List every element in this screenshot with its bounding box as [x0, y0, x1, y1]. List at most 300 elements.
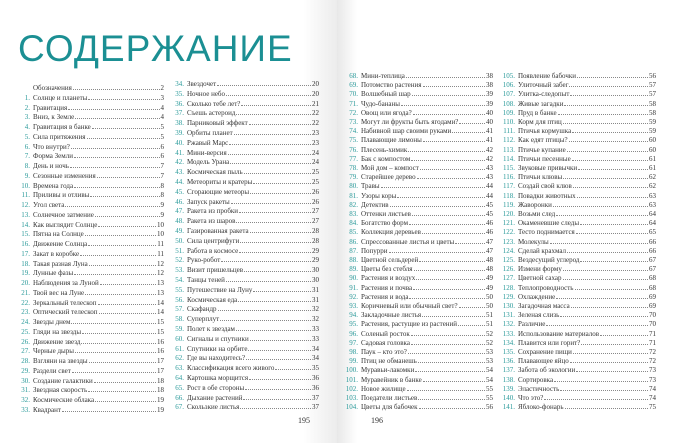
leader-dots — [248, 345, 311, 351]
toc-entry[interactable] — [170, 296, 319, 305]
toc-entry[interactable] — [170, 256, 319, 265]
toc-entry[interactable] — [344, 219, 493, 228]
entry-number: 79. — [349, 173, 358, 182]
toc-entry[interactable] — [16, 123, 164, 132]
entry-page: 4 — [160, 113, 164, 122]
entry-page: 11 — [157, 249, 164, 258]
entry-number: 89. — [349, 265, 358, 274]
entry-number: 106. — [502, 81, 515, 90]
leader-dots — [419, 256, 485, 262]
entry-page: 33 — [312, 325, 319, 333]
toc-entry[interactable] — [344, 109, 493, 118]
entry-number: 44. — [175, 178, 184, 186]
entry-title: Мой дом – компост — [361, 164, 419, 172]
leader-dots — [253, 178, 311, 184]
entry-number: 42. — [175, 158, 184, 167]
toc-entry[interactable] — [344, 90, 493, 99]
entry-title: Взгляни на звезды — [33, 357, 88, 365]
toc-entry[interactable] — [344, 357, 493, 366]
entry-number: 115. — [503, 164, 515, 172]
toc-entry[interactable] — [501, 238, 656, 247]
entry-page: 13 — [157, 288, 164, 297]
toc-entry[interactable] — [344, 403, 493, 412]
leader-dots — [88, 386, 156, 392]
entry-page: 43 — [486, 164, 493, 172]
toc-entry[interactable] — [344, 136, 493, 145]
leader-dots — [422, 228, 485, 234]
toc-entry[interactable] — [344, 238, 493, 247]
leader-dots — [423, 376, 485, 382]
entry-title: Гравитация в банке — [33, 123, 91, 131]
leader-dots — [389, 247, 485, 253]
toc-entry[interactable] — [170, 168, 319, 177]
toc-entry[interactable] — [344, 385, 493, 394]
entry-page: 74 — [649, 384, 656, 393]
toc-entry[interactable] — [170, 325, 319, 334]
entry-number: 100. — [345, 366, 358, 375]
leader-dots — [558, 109, 648, 115]
leader-dots — [412, 210, 485, 216]
entry-title: Сигналы и спутники — [187, 334, 249, 343]
leader-dots — [563, 265, 648, 271]
toc-entry[interactable] — [170, 109, 319, 118]
entry-number: 39. — [175, 129, 184, 137]
entry-page: 72 — [649, 348, 656, 356]
toc-entry[interactable] — [170, 100, 319, 109]
toc-entry[interactable] — [170, 119, 319, 128]
toc-entry[interactable] — [170, 266, 319, 275]
leader-dots — [572, 127, 648, 133]
toc-entry[interactable] — [344, 192, 493, 201]
toc-entry[interactable] — [501, 109, 656, 118]
toc-entry[interactable] — [501, 394, 656, 403]
toc-entry[interactable] — [16, 386, 164, 395]
entry-number: 74. — [349, 127, 358, 136]
entry-number: 139. — [502, 384, 515, 393]
toc-entry[interactable] — [344, 146, 493, 155]
toc-entry[interactable] — [16, 357, 164, 366]
toc-entry[interactable] — [16, 230, 164, 239]
toc-entry[interactable] — [16, 367, 164, 376]
entry-title: Муравьи-лакомки — [361, 366, 415, 375]
toc-entry[interactable] — [170, 394, 319, 403]
toc-entry[interactable] — [501, 127, 656, 136]
toc-entry[interactable] — [16, 172, 164, 181]
entry-page: 67 — [649, 265, 656, 274]
entry-title: Появление бабочки — [518, 72, 577, 80]
entry-title: Зеркальный телескоп — [33, 298, 97, 307]
toc-entry[interactable] — [170, 129, 319, 138]
toc-entry[interactable] — [170, 315, 319, 324]
entry-title: Чудо-бананы — [361, 99, 400, 108]
leader-dots — [397, 192, 485, 198]
toc-entry[interactable] — [501, 320, 656, 329]
toc-entry[interactable] — [501, 201, 656, 210]
entry-page: 17 — [157, 357, 164, 365]
toc-entry[interactable] — [501, 219, 656, 228]
toc-entry[interactable] — [344, 210, 493, 219]
entry-page: 34 — [312, 344, 319, 353]
toc-entry[interactable] — [16, 94, 164, 103]
toc-entry[interactable] — [16, 279, 164, 288]
entry-title: Сгорающие метеоры — [187, 187, 250, 196]
entry-title: Визит пришельцев — [187, 266, 244, 275]
toc-entry[interactable] — [16, 113, 164, 122]
toc-entry[interactable] — [344, 256, 493, 265]
entry-page: 42 — [486, 154, 493, 163]
toc-entry[interactable] — [501, 256, 656, 265]
entry-number: 72. — [349, 108, 358, 117]
entry-number: 98. — [349, 348, 358, 356]
toc-entry[interactable] — [16, 143, 164, 152]
entry-page: 51 — [486, 320, 493, 329]
entry-page: 74 — [649, 394, 656, 402]
entry-number: 77. — [349, 154, 358, 163]
entry-page: 11 — [157, 240, 164, 248]
leader-dots — [544, 394, 648, 400]
entry-page: 26 — [312, 187, 319, 196]
toc-entry[interactable] — [16, 162, 164, 171]
entry-title: Соленый росток — [361, 329, 410, 338]
toc-entry[interactable] — [16, 299, 164, 308]
entry-page: 50 — [486, 302, 493, 310]
leader-dots — [390, 201, 485, 207]
toc-entry[interactable] — [344, 81, 493, 90]
entry-page: 63 — [649, 191, 656, 200]
toc-entry[interactable] — [16, 191, 164, 200]
toc-entry[interactable] — [501, 164, 656, 173]
entry-title: Волшебный шар — [361, 90, 411, 99]
toc-entry[interactable] — [170, 364, 319, 373]
toc-entry[interactable] — [501, 100, 656, 109]
entry-title: Танцы теней — [187, 276, 225, 284]
toc-entry[interactable] — [16, 133, 164, 142]
entry-title: Цветной сельдерей — [361, 256, 419, 264]
leader-dots — [92, 123, 160, 129]
entry-title: Спрессованные листья и цветы — [361, 237, 455, 246]
toc-entry[interactable] — [344, 247, 493, 256]
entry-title: Дыхание растений — [187, 393, 243, 402]
entry-title: Запуск ракеты — [187, 197, 230, 206]
toc-entry[interactable] — [16, 377, 164, 386]
toc-entry[interactable] — [16, 250, 164, 259]
entry-title: Угол света — [33, 201, 65, 209]
entry-page: 71 — [649, 329, 656, 338]
toc-entry[interactable] — [170, 227, 319, 236]
entry-page: 53 — [486, 348, 493, 356]
toc-entry[interactable] — [170, 286, 319, 295]
toc-entry[interactable] — [501, 173, 656, 182]
entry-page: 73 — [649, 375, 656, 384]
entry-page: 9 — [160, 210, 164, 219]
toc-entry[interactable] — [16, 152, 164, 161]
entry-page: 40 — [486, 118, 493, 126]
entry-page: 54 — [486, 366, 493, 375]
entry-number: 93. — [349, 302, 358, 310]
entry-number: 86. — [349, 237, 358, 246]
toc-entry[interactable] — [344, 164, 493, 173]
toc-entry[interactable] — [170, 345, 319, 354]
entry-page: 55 — [486, 384, 493, 393]
toc-entry[interactable] — [16, 289, 164, 298]
toc-entry[interactable] — [16, 221, 164, 230]
toc-entry[interactable] — [344, 72, 493, 81]
toc-entry[interactable] — [501, 376, 656, 385]
toc-entry[interactable] — [170, 384, 319, 393]
entry-number: 61. — [175, 344, 184, 353]
toc-entry[interactable] — [501, 366, 656, 375]
entry-number: 18. — [21, 259, 30, 268]
toc-entry[interactable] — [170, 158, 319, 167]
entry-page: 54 — [486, 375, 493, 384]
toc-entry[interactable] — [344, 182, 493, 191]
toc-entry[interactable] — [170, 80, 319, 89]
leader-dots — [226, 90, 311, 96]
toc-entry[interactable] — [344, 293, 493, 302]
leader-dots — [62, 406, 156, 412]
toc-entry[interactable] — [501, 90, 656, 99]
toc-entry[interactable] — [170, 237, 319, 246]
entry-page: 52 — [486, 338, 493, 347]
toc-entry[interactable] — [170, 139, 319, 148]
toc-entry[interactable] — [16, 182, 164, 191]
leader-dots — [563, 274, 648, 280]
leader-dots — [71, 318, 156, 324]
entry-number: 30. — [21, 376, 30, 385]
entry-number: 15. — [21, 230, 30, 239]
leader-dots — [87, 133, 160, 139]
toc-entry[interactable] — [344, 311, 493, 320]
leader-dots — [98, 299, 156, 305]
toc-entry[interactable] — [501, 302, 656, 311]
entry-page: 71 — [649, 338, 656, 347]
toc-entry[interactable] — [170, 188, 319, 197]
leader-dots — [414, 265, 486, 271]
leader-dots — [578, 164, 648, 170]
toc-entry[interactable] — [501, 265, 656, 274]
entry-title: Мини-теплица — [361, 72, 405, 80]
toc-entry[interactable] — [16, 396, 164, 405]
toc-entry[interactable] — [501, 385, 656, 394]
toc-entry[interactable] — [501, 293, 656, 302]
toc-entry[interactable] — [501, 228, 656, 237]
entry-page: 24 — [312, 148, 319, 157]
toc-entry[interactable] — [16, 328, 164, 337]
toc-entry[interactable] — [170, 90, 319, 99]
toc-entry[interactable] — [170, 403, 319, 412]
leader-dots — [567, 247, 648, 253]
entry-number: 53. — [175, 266, 184, 275]
entry-title: Солнечное затмение — [33, 210, 94, 219]
toc-entry[interactable] — [170, 178, 319, 187]
entry-number: 12. — [21, 201, 30, 209]
entry-number: 28. — [21, 357, 30, 365]
toc-entry[interactable] — [170, 374, 319, 383]
entry-page: 32 — [312, 315, 319, 324]
toc-entry[interactable] — [501, 348, 656, 357]
toc-entry[interactable] — [501, 247, 656, 256]
toc-entry[interactable] — [16, 269, 164, 278]
entry-number: 17. — [21, 249, 30, 258]
entry-title: Гравитация — [33, 103, 68, 112]
toc-entry[interactable] — [16, 240, 164, 249]
toc-entry[interactable] — [170, 149, 319, 158]
entry-title: Как выглядит Солнце — [33, 220, 98, 229]
entry-title: Муравейник в банке — [361, 375, 422, 384]
toc-entry[interactable] — [16, 201, 164, 210]
toc-entry[interactable] — [16, 84, 164, 93]
entry-page: 10 — [157, 220, 164, 229]
toc-entry[interactable] — [16, 318, 164, 327]
toc-entry[interactable] — [501, 403, 656, 412]
toc-entry[interactable] — [170, 276, 319, 285]
entry-title: Охлаждение — [518, 292, 556, 301]
toc-entry[interactable] — [501, 210, 656, 219]
leader-dots — [567, 146, 648, 152]
toc-entry[interactable] — [344, 330, 493, 339]
toc-entry[interactable] — [16, 211, 164, 220]
toc-entry[interactable] — [344, 201, 493, 210]
entry-title: Живые загадки — [518, 99, 564, 108]
toc-entry[interactable] — [501, 357, 656, 366]
toc-entry[interactable] — [170, 305, 319, 314]
toc-entry[interactable] — [501, 146, 656, 155]
entry-number: 59. — [175, 325, 184, 333]
toc-entry[interactable] — [344, 155, 493, 164]
toc-entry[interactable] — [344, 274, 493, 283]
leader-dots — [89, 260, 156, 266]
toc-entry[interactable] — [501, 330, 656, 339]
toc-entry[interactable] — [344, 320, 493, 329]
entry-page: 52 — [486, 329, 493, 338]
toc-entry[interactable] — [501, 182, 656, 191]
toc-entry[interactable] — [16, 104, 164, 113]
entry-title: Могут ли фрукты быть ягодами? — [361, 118, 459, 126]
entry-number: 37. — [175, 109, 184, 118]
entry-number: 105. — [502, 72, 515, 80]
leader-dots — [94, 377, 156, 383]
entry-page: 57 — [649, 90, 656, 99]
entry-page: 47 — [486, 246, 493, 255]
entry-title: Поедатели листьев — [361, 394, 418, 402]
leader-dots — [74, 269, 156, 275]
entry-number: 140. — [502, 394, 515, 402]
toc-entry[interactable] — [501, 136, 656, 145]
toc-entry[interactable] — [344, 100, 493, 109]
leader-dots — [65, 201, 159, 207]
toc-entry[interactable] — [344, 228, 493, 237]
leader-dots — [88, 240, 156, 246]
toc-entry[interactable] — [344, 173, 493, 182]
leader-dots — [250, 335, 311, 341]
entry-page: 27 — [312, 207, 319, 216]
leader-dots — [246, 354, 311, 360]
leader-dots — [576, 366, 648, 372]
leader-dots — [572, 155, 648, 161]
leader-dots — [245, 384, 311, 390]
toc-entry[interactable] — [344, 302, 493, 311]
entry-title: Классификация всего живого — [187, 364, 275, 373]
entry-page: 41 — [486, 136, 493, 145]
toc-entry[interactable] — [344, 339, 493, 348]
toc-entry[interactable] — [344, 284, 493, 293]
entry-page: 38 — [486, 72, 493, 80]
toc-entry[interactable] — [16, 308, 164, 317]
toc-entry[interactable] — [501, 155, 656, 164]
entry-number: 96. — [349, 329, 358, 338]
leader-dots — [229, 139, 311, 145]
toc-entry[interactable] — [501, 339, 656, 348]
toc-entry[interactable] — [170, 217, 319, 226]
toc-entry[interactable] — [501, 118, 656, 127]
entry-page: 13 — [157, 279, 164, 287]
toc-entry[interactable] — [344, 127, 493, 136]
toc-entry[interactable] — [170, 247, 319, 256]
toc-entry[interactable] — [170, 207, 319, 216]
entry-page: 59 — [649, 127, 656, 136]
entry-page: 42 — [486, 145, 493, 154]
entry-number: 110. — [503, 118, 515, 126]
toc-entry[interactable] — [170, 354, 319, 363]
toc-entry[interactable] — [16, 338, 164, 347]
entry-title: Гляди на звезды — [33, 327, 82, 336]
toc-entry[interactable] — [16, 260, 164, 269]
toc-entry[interactable] — [501, 274, 656, 283]
entry-title: Плесень-химик — [361, 145, 408, 154]
leader-dots — [407, 385, 485, 391]
leader-dots — [230, 158, 311, 164]
toc-entry[interactable] — [344, 265, 493, 274]
toc-entry[interactable] — [344, 348, 493, 357]
toc-entry[interactable] — [501, 192, 656, 201]
leader-dots — [455, 238, 485, 244]
entry-page: 34 — [312, 354, 319, 363]
toc-entry[interactable] — [501, 311, 656, 320]
entry-page: 7 — [160, 162, 164, 170]
toc-entry[interactable] — [344, 394, 493, 403]
entry-page: 45 — [486, 200, 493, 209]
entry-number: 132. — [502, 320, 515, 329]
toc-entry[interactable] — [344, 376, 493, 385]
leader-dots — [244, 168, 311, 174]
toc-entry[interactable] — [501, 72, 656, 81]
toc-entry[interactable] — [16, 347, 164, 356]
entry-page: 6 — [160, 152, 164, 161]
entry-title: Измени форму — [518, 265, 562, 274]
leader-dots — [90, 191, 159, 197]
toc-entry[interactable] — [344, 366, 493, 375]
entry-title: Птичья кормушка — [518, 127, 572, 136]
leader-dots — [420, 164, 485, 170]
entry-page: 6 — [160, 142, 164, 151]
toc-entry[interactable] — [501, 284, 656, 293]
entry-title: Цветной сахар — [518, 274, 562, 283]
toc-entry[interactable] — [170, 335, 319, 344]
leader-dots — [416, 274, 485, 280]
leader-dots — [409, 293, 485, 299]
entry-page: 16 — [157, 347, 164, 356]
leader-dots — [412, 90, 485, 96]
toc-entry[interactable] — [344, 118, 493, 127]
entry-page: 44 — [486, 182, 493, 191]
entry-number: 46. — [175, 197, 184, 206]
leader-dots — [73, 84, 160, 90]
leader-dots — [564, 100, 648, 106]
toc-entry[interactable] — [501, 81, 656, 90]
toc-entry[interactable] — [16, 406, 164, 415]
toc-entry[interactable] — [170, 198, 319, 207]
entry-number: 63. — [175, 364, 184, 373]
